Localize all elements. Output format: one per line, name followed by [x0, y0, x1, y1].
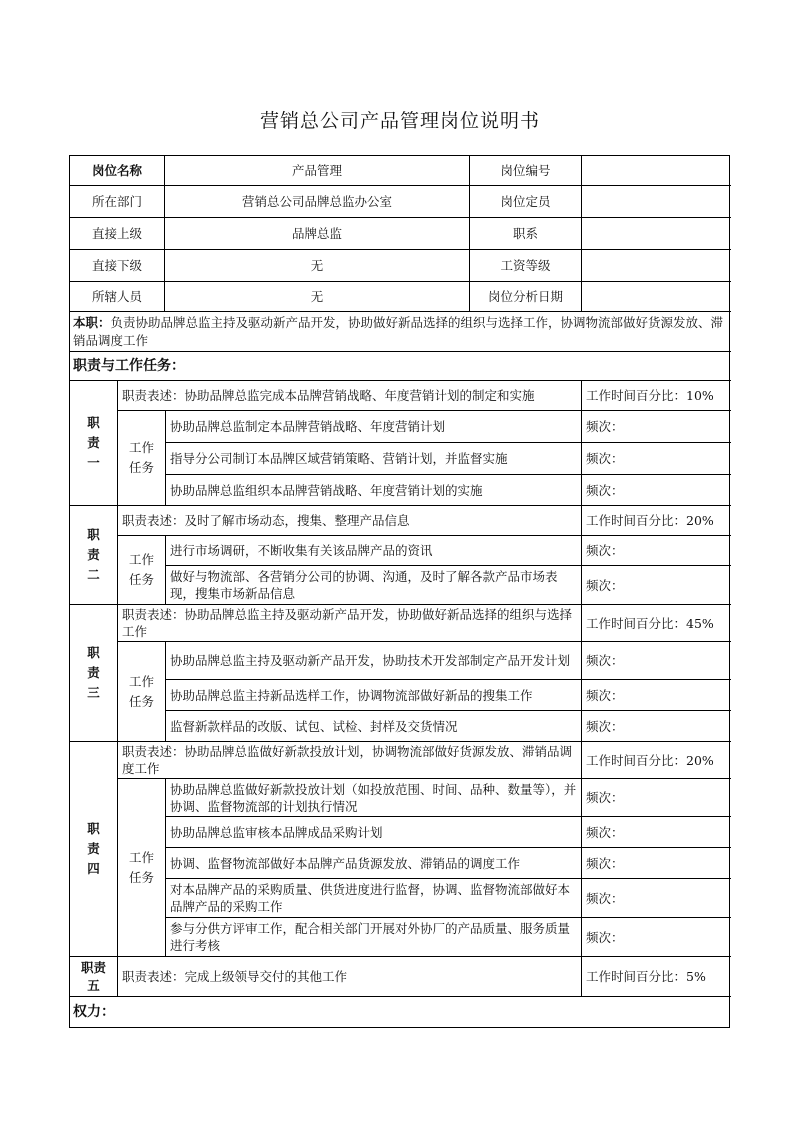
duty1-freq-1: 频次：	[582, 411, 731, 443]
duty1-pct: 工作时间百分比：10%	[582, 381, 731, 411]
duty4-label-text: 职责四	[87, 821, 100, 876]
duty2-task-label	[118, 536, 166, 605]
duty4-task-5: 参与分供方评审工作，配合相关部门开展对外协厂的产品质量、服务质量进行考核	[166, 918, 582, 957]
duty4-task-label	[118, 779, 166, 957]
job-description-table	[69, 155, 730, 1028]
duty4-task-2: 协助品牌总监审核本品牌成品采购计划	[166, 817, 582, 848]
info-label-staff: 所辖人员	[70, 282, 165, 312]
duty2-label-text: 职责二	[87, 527, 100, 582]
duty3-label	[70, 605, 118, 742]
duty3-task-label	[118, 642, 166, 742]
duty3-freq-1: 频次：	[582, 642, 731, 680]
duty2-freq-1: 频次：	[582, 536, 731, 566]
duty1-desc: 职责表述：协助品牌总监完成本品牌营销战略、年度营销计划的制定和实施	[118, 381, 582, 411]
info-label-job-family: 职系	[470, 218, 582, 250]
duty2-desc: 职责表述：及时了解市场动态，搜集、整理产品信息	[118, 506, 582, 536]
info-value-salary-grade	[582, 250, 731, 282]
info-label-position-number: 岗位编号	[470, 156, 582, 186]
duty2-pct: 工作时间百分比：20%	[582, 506, 731, 536]
duty1-label	[70, 381, 118, 506]
page-title: 营销总公司产品管理岗位说明书	[259, 110, 540, 132]
duty4-task-4: 对本品牌产品的采购质量、供货进度进行监督，协调、监督物流部做好本品牌产品的采购工作	[166, 879, 582, 918]
duty4-task-label-text: 工作任务	[128, 849, 154, 885]
info-label-salary-grade: 工资等级	[470, 250, 582, 282]
duty4-pct: 工作时间百分比：20%	[582, 742, 731, 779]
duty1-task-label	[118, 411, 166, 506]
info-value-staff: 无	[165, 282, 470, 312]
duty3-freq-2: 频次：	[582, 680, 731, 711]
duty2-task-2: 做好与物流部、各营销分公司的协调、沟通，及时了解各款产品市场表现，搜集市场新品信息	[166, 566, 582, 605]
info-label-headcount: 岗位定员	[470, 186, 582, 218]
info-value-headcount	[582, 186, 731, 218]
duty3-freq-3: 频次：	[582, 711, 731, 742]
info-label-department: 所在部门	[70, 186, 165, 218]
info-value-job-family	[582, 218, 731, 250]
info-label-analysis-date: 岗位分析日期	[470, 282, 582, 312]
duty3-pct: 工作时间百分比：45%	[582, 605, 731, 642]
duty4-desc: 职责表述：协助品牌总监做好新款投放计划，协调物流部做好货源发放、滞销品调度工作	[118, 742, 582, 779]
power-header: 权力：	[73, 1003, 115, 1020]
info-value-supervisor: 品牌总监	[165, 218, 470, 250]
duty1-freq-3: 频次：	[582, 475, 731, 506]
duty1-label-text: 职责一	[87, 415, 100, 470]
info-value-department: 营销总公司品牌总监办公室	[165, 186, 470, 218]
duties-header: 职责与工作任务：	[70, 352, 731, 381]
duty4-freq-5: 频次：	[582, 918, 731, 957]
main-responsibility-label: 本职：	[73, 314, 111, 330]
main-responsibility-text: 负责协助品牌总监主持及驱动新产品开发，协助做好新品选择的组织与选择工作，协调物流部做好货源发放、滞销品调度工作	[73, 314, 724, 348]
info-value-subordinate: 无	[165, 250, 470, 282]
duty1-freq-2: 频次：	[582, 443, 731, 475]
duty1-task-3: 协助品牌总监组织本品牌营销战略、年度营销计划的实施	[166, 475, 582, 506]
info-label-subordinate: 直接下级	[70, 250, 165, 282]
duty4-freq-3: 频次：	[582, 848, 731, 879]
duty3-task-3: 监督新款样品的改版、试包、试检、封样及交货情况	[166, 711, 582, 742]
info-label-position-name: 岗位名称	[70, 156, 165, 186]
duty5-desc: 职责表述：完成上级领导交付的其他工作	[118, 957, 582, 997]
duty2-task-1: 进行市场调研，不断收集有关该品牌产品的资讯	[166, 536, 582, 566]
duty3-task-2: 协助品牌总监主持新品选样工作，协调物流部做好新品的搜集工作	[166, 680, 582, 711]
duty1-task-label-text: 工作任务	[128, 440, 154, 475]
duty1-task-1: 协助品牌总监制定本品牌营销战略、年度营销计划	[166, 411, 582, 443]
duty5-label	[70, 957, 118, 997]
duty3-task-label-text: 工作任务	[128, 673, 154, 709]
duty4-freq-4: 频次：	[582, 879, 731, 918]
duty4-freq-1: 频次：	[582, 779, 731, 817]
info-value-analysis-date	[582, 282, 731, 312]
duty4-task-1: 协助品牌总监做好新款投放计划（如投放范围、时间、品种、数量等），并协调、监督物流部的计划执行情况	[166, 779, 582, 817]
duty2-label	[70, 506, 118, 605]
duty4-task-3: 协调、监督物流部做好本品牌产品货源发放、滞销品的调度工作	[166, 848, 582, 879]
duty2-task-label-text: 工作任务	[128, 552, 154, 587]
info-label-supervisor: 直接上级	[70, 218, 165, 250]
duty3-task-1: 协助品牌总监主持及驱动新产品开发，协助技术开发部制定产品开发计划	[166, 642, 582, 680]
duty3-desc: 职责表述：协助品牌总监主持及驱动新产品开发，协助做好新品选择的组织与选择工作	[118, 605, 582, 642]
duty2-freq-2: 频次：	[582, 566, 731, 605]
main-responsibility	[70, 312, 731, 352]
duty5-label-text: 职责五	[80, 959, 106, 993]
duty3-label-text: 职责三	[87, 645, 100, 700]
info-value-position-name: 产品管理	[165, 156, 470, 186]
duty5-pct: 工作时间百分比：5%	[582, 957, 731, 997]
duty4-freq-2: 频次：	[582, 817, 731, 848]
duty4-label	[70, 742, 118, 957]
duty1-task-2: 指导分公司制订本品牌区域营销策略、营销计划，并监督实施	[166, 443, 582, 475]
info-value-position-number	[582, 156, 731, 186]
